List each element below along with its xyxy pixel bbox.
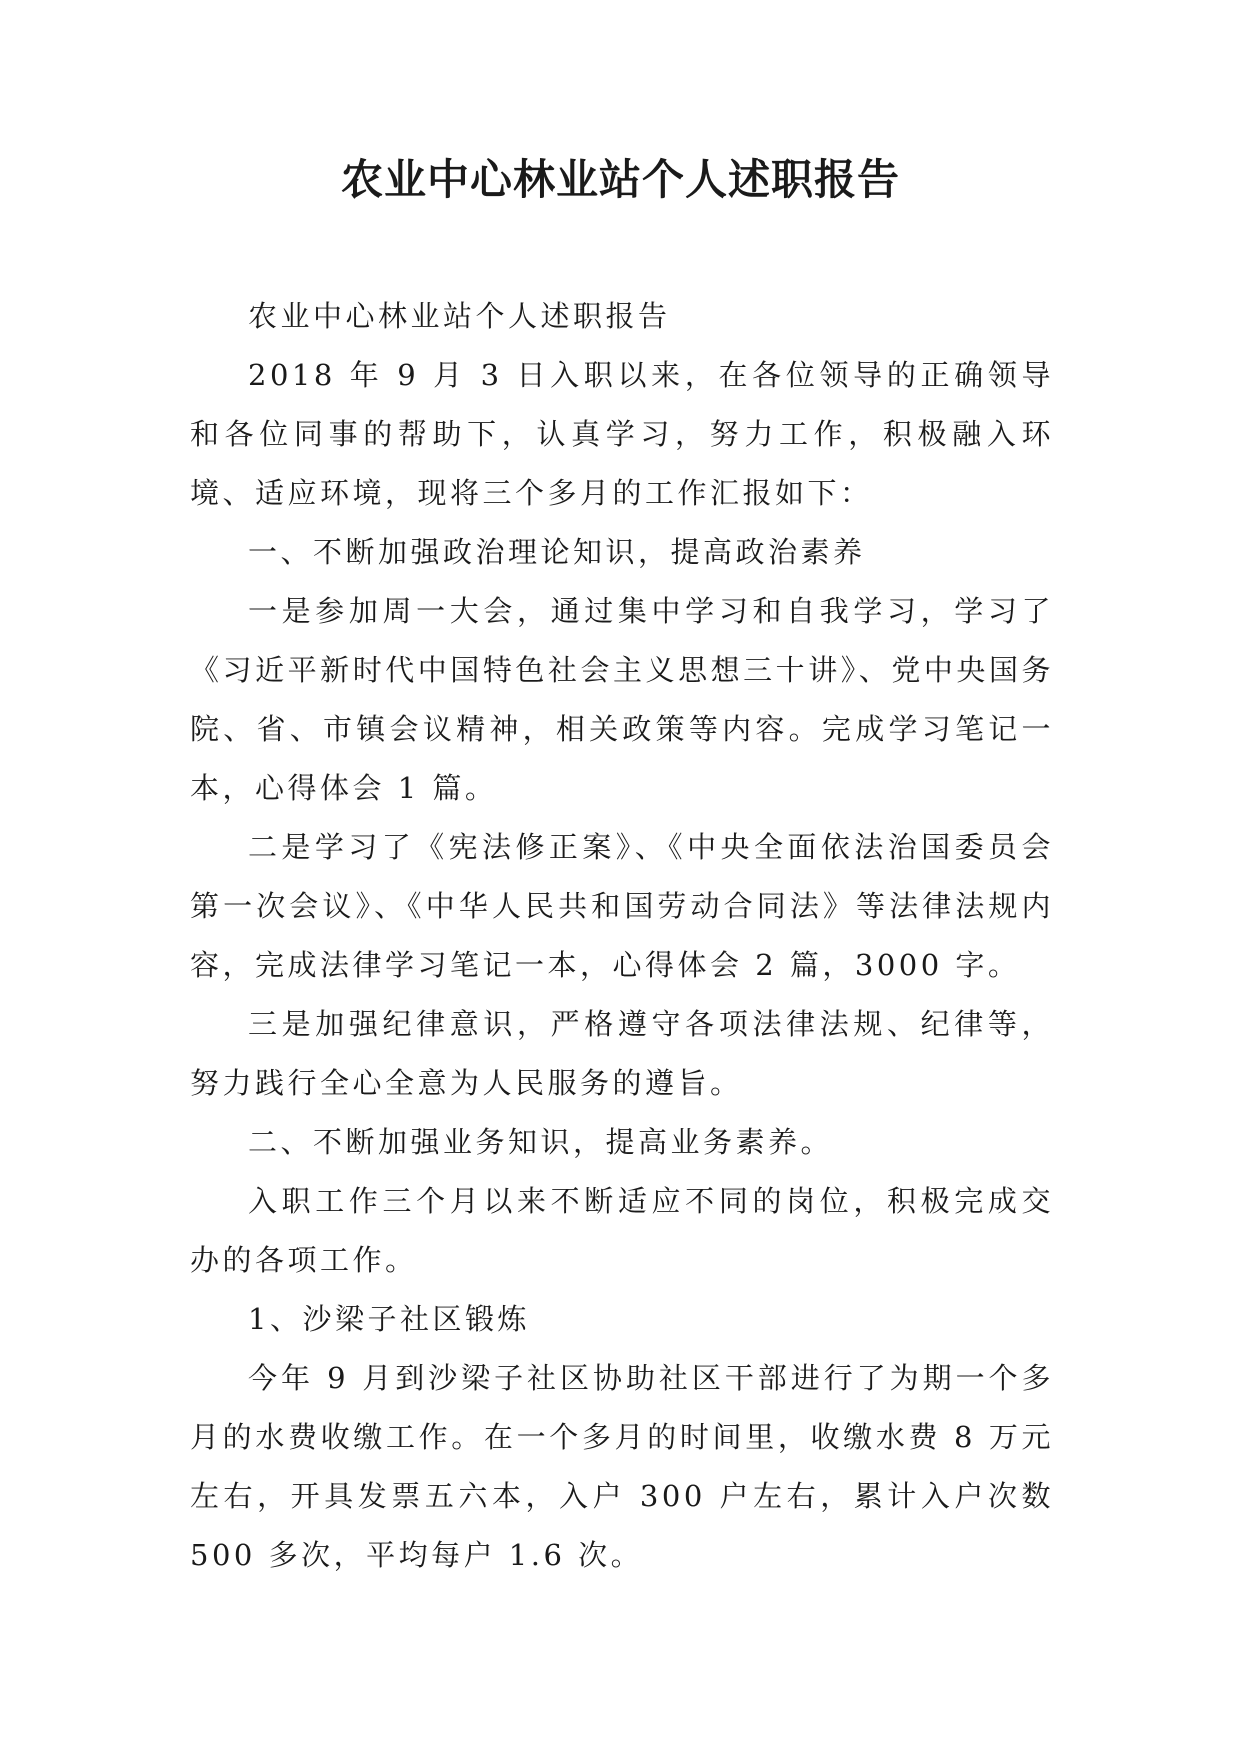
section-heading-2: 二、不断加强业务知识，提高业务素养。 xyxy=(248,1125,834,1159)
paragraph-subtitle: 农业中心林业站个人述职报告 xyxy=(248,299,671,333)
paragraph-item-3: 三是加强纪律意识，严格遵守各项法律法规、纪律等，努力践行全心全意为人民服务的遵旨。 xyxy=(190,1007,1054,1100)
section-heading-1: 一、不断加强政治理论知识，提高政治素养 xyxy=(248,535,866,569)
subsection-heading-1: 1、沙梁子社区锻炼 xyxy=(248,1302,530,1336)
paragraph-intro: 2018 年 9 月 3 日入职以来，在各位领导的正确领导和各位同事的帮助下，认真学习，努力工作，积极融入环境、适应环境，现将三个多月的工作汇报如下： xyxy=(190,358,1054,510)
paragraph-item-1: 一是参加周一大会，通过集中学习和自我学习，学习了《习近平新时代中国特色社会主义思想三十讲》、党中央国务院、省、市镇会议精神，相关政策等内容。完成学习笔记一本，心得体会 1 篇。 xyxy=(190,594,1054,805)
document-body xyxy=(190,287,1054,1585)
document-title: 农业中心林业站个人述职报告 xyxy=(340,155,900,204)
paragraph-work-intro: 入职工作三个月以来不断适应不同的岗位，积极完成交办的各项工作。 xyxy=(190,1184,1054,1277)
paragraph-community-work: 今年 9 月到沙梁子社区协助社区干部进行了为期一个多月的水费收缴工作。在一个多月的时间里，收缴水费 8 万元左右，开具发票五六本，入户 300 户左右，累计入户次数 500 多次，平均每户 1.6 次。 xyxy=(190,1361,1054,1572)
paragraph-item-2: 二是学习了《宪法修正案》、《中央全面依法治国委员会第一次会议》、《中华人民共和国劳动合同法》等法律法规内容，完成法律学习笔记一本，心得体会 2 篇，3000 字。 xyxy=(190,830,1054,982)
